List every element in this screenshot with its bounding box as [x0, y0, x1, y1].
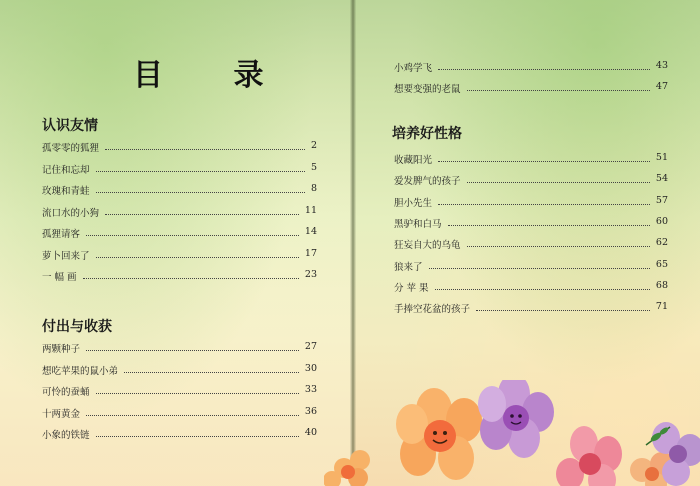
toc-entry[interactable] — [42, 341, 317, 357]
toc-entry-title: 手捧空花盆的孩子 — [394, 304, 471, 316]
toc-entry[interactable] — [42, 162, 317, 178]
dot-leader — [96, 170, 305, 172]
toc-entry-page-number: 8 — [310, 183, 317, 194]
toc-entry[interactable] — [394, 259, 668, 275]
dot-leader — [96, 392, 299, 394]
toc-entry-page-number: 57 — [655, 194, 668, 206]
leaf-sprig-icon — [644, 425, 672, 447]
dot-leader — [467, 181, 650, 183]
dot-leader — [96, 191, 305, 193]
toc-entry-title: 狂妄自大的乌龟 — [394, 240, 461, 252]
dot-leader — [105, 148, 305, 150]
section-title-character: 培养好性格 — [392, 126, 462, 142]
dot-leader — [438, 68, 650, 70]
toc-entry-title: 狼来了 — [394, 261, 423, 273]
toc-entry-title: 黑驴和白马 — [394, 218, 442, 230]
dot-leader — [467, 89, 650, 91]
toc-entry[interactable] — [394, 195, 668, 211]
toc-entry-title: 孤狸请客 — [42, 229, 81, 240]
section-title-giving: 付出与收获 — [42, 319, 112, 335]
toc-entry-page-number: 23 — [304, 269, 317, 280]
toc-entry[interactable] — [394, 237, 668, 253]
toc-entry-title: 萝卜回来了 — [42, 250, 90, 262]
toc-entry[interactable] — [42, 140, 317, 156]
toc-entry-title: 收藏阳光 — [394, 155, 433, 166]
toc-entry-page-number: 43 — [655, 60, 668, 71]
dot-leader — [105, 213, 299, 215]
dot-leader — [124, 371, 299, 373]
toc-entry-page-number: 71 — [655, 301, 668, 313]
dot-leader — [86, 414, 299, 416]
toc-entry[interactable] — [394, 301, 668, 317]
toc-entry-page-number: 54 — [655, 173, 668, 185]
toc-entry-page-number: 36 — [304, 405, 317, 417]
toc-entry[interactable] — [42, 363, 317, 379]
toc-entry-page-number: 5 — [310, 161, 317, 173]
toc-entry-page-number: 27 — [304, 341, 317, 352]
toc-entry[interactable] — [42, 205, 317, 221]
toc-entry-page-number: 14 — [304, 226, 317, 237]
dot-leader — [438, 203, 650, 205]
dot-leader — [448, 224, 650, 226]
toc-entry[interactable] — [394, 152, 668, 168]
pink-flower — [556, 426, 622, 486]
toc-entry[interactable] — [394, 81, 668, 97]
toc-entry[interactable] — [42, 384, 317, 400]
toc-entry[interactable] — [42, 248, 317, 264]
dot-leader — [83, 277, 299, 279]
toc-entry-page-number: 11 — [304, 204, 317, 216]
toc-entry-title: 十两黄金 — [42, 408, 81, 420]
section-title-friendship: 认识友情 — [42, 118, 98, 134]
dot-leader — [96, 256, 299, 258]
dot-leader — [429, 267, 650, 269]
dot-leader — [467, 245, 650, 247]
toc-entry[interactable] — [394, 60, 668, 76]
purple-flower — [478, 380, 554, 458]
dot-leader — [96, 435, 299, 437]
toc-entry[interactable] — [42, 269, 317, 285]
toc-entry-title: 两颗种子 — [42, 344, 81, 355]
toc-entry-page-number: 60 — [655, 215, 668, 227]
dot-leader — [86, 349, 299, 351]
toc-entry-title: 一 幅 画 — [42, 272, 77, 283]
toc-entry-title: 小鸡学飞 — [394, 63, 433, 74]
toc-entry-title: 胆小先生 — [394, 197, 433, 209]
page-title: 目 录 — [133, 58, 294, 93]
toc-entry-page-number: 2 — [310, 140, 317, 151]
right-page — [354, 0, 700, 486]
toc-entry-title: 玫瑰和青蛙 — [42, 186, 90, 197]
orange-flower-small — [324, 450, 370, 486]
toc-entry[interactable] — [394, 216, 668, 232]
toc-entry-title: 流口水的小狗 — [42, 207, 100, 219]
toc-entry-title: 小象的铁链 — [42, 430, 90, 441]
toc-entry-page-number: 47 — [655, 81, 668, 92]
toc-entry-page-number: 68 — [655, 279, 668, 291]
toc-entry-title: 记住和忘却 — [42, 164, 90, 176]
toc-entry-title: 想吃苹果的鼠小弟 — [42, 365, 119, 377]
toc-entry-page-number: 33 — [304, 384, 317, 395]
toc-entry-title: 可怜的蚕蛹 — [42, 387, 90, 398]
dot-leader — [435, 288, 650, 290]
toc-entry[interactable] — [42, 183, 317, 199]
toc-entry-page-number: 65 — [655, 258, 668, 270]
toc-entry-page-number: 40 — [304, 427, 317, 438]
toc-entry-page-number: 30 — [304, 362, 317, 374]
toc-entry-title: 想要变强的老鼠 — [394, 84, 461, 95]
dot-leader — [438, 160, 650, 162]
toc-entry-page-number: 51 — [655, 152, 668, 163]
toc-entry-title: 爱发脾气的孩子 — [394, 176, 461, 188]
toc-entry[interactable] — [42, 406, 317, 422]
toc-entry[interactable] — [42, 226, 317, 242]
toc-entry[interactable] — [394, 280, 668, 296]
toc-entry-title: 分 苹 果 — [394, 282, 429, 294]
toc-entry-title: 孤零零的狐狸 — [42, 143, 100, 154]
dot-leader — [476, 309, 650, 311]
toc-entry[interactable] — [42, 427, 317, 443]
toc-entry[interactable] — [394, 173, 668, 189]
orange-flower-large — [396, 388, 482, 480]
toc-entry-page-number: 62 — [655, 237, 668, 249]
dot-leader — [86, 234, 299, 236]
toc-entry-page-number: 17 — [304, 247, 317, 259]
